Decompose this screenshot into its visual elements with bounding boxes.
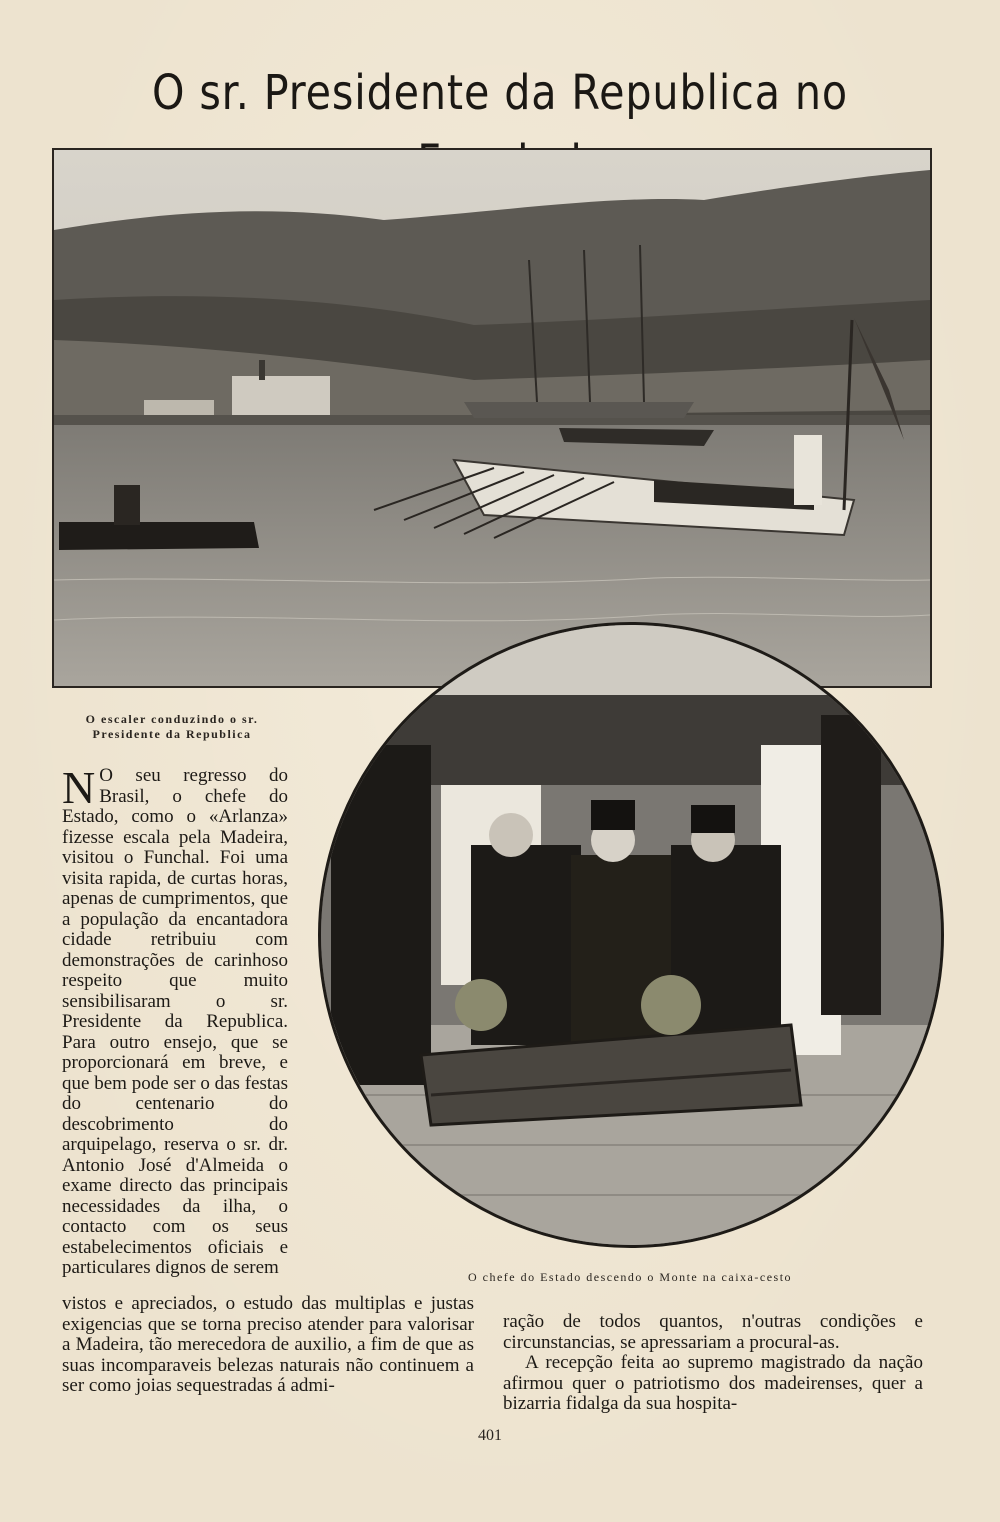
monte-sled-photo bbox=[318, 622, 944, 1248]
circle-photo-caption: O chefe do Estado descendo o Monte na caixa-cesto bbox=[467, 1270, 793, 1284]
article-right-column bbox=[503, 1312, 923, 1415]
harbor-boat-photo bbox=[52, 148, 932, 688]
harbor-boat-illustration bbox=[54, 150, 930, 686]
article-column-text bbox=[62, 762, 288, 1279]
page-number: 401 bbox=[478, 1427, 502, 1444]
article-column-body: O seu regresso do Brasil, o chefe do Estado, como o «Arlanza» fizesse escala pela Madeira, visitou o Funchal. Foi uma visita rapida, de curtas horas, apenas de cumprimentos, que a população da encantadora cidade retribuiu com demonstrações de carinhoso respeito que muito sensibilisaram o sr. Presidente da Republica. Para outro ensejo, que se proporcionará em breve, e que bem pode ser o das festas do centenario do descobrimento do arquipelago, reserva o sr. dr. Antonio José d'Almeida o exame directo das principais necessidades da ilha, o contacto com os seus estabelecimentos oficiais e particulares dignos de serem bbox=[62, 765, 288, 1278]
article-right-paragraph-2: A recepção feita ao supremo magistrado da nação afirmou quer o patriotismo dos madeirenses, quer a bizarria fidalga da sua hospita- bbox=[503, 1352, 923, 1414]
top-photo-caption: O escaler conduzindo o sr. Presidente da Republica bbox=[85, 712, 259, 741]
article-left-continuation: vistos e apreciados, o estudo das multiplas e justas exigencias que se torna preciso atender para valorisar a Madeira, tão merecedora de auxilio, a fim de que as suas incomparaveis belezas naturais não continuem a ser como joias sequestradas á admi- bbox=[62, 1293, 474, 1396]
article-dropcap: N bbox=[62, 762, 96, 813]
article-right-paragraph-1: ração de todos quantos, n'outras condições e circunstancias, se apressariam a procural-as. bbox=[503, 1311, 923, 1353]
page-headline: O sr. Presidente da Republica no bbox=[151, 65, 849, 121]
monte-sled-illustration bbox=[321, 625, 941, 1245]
